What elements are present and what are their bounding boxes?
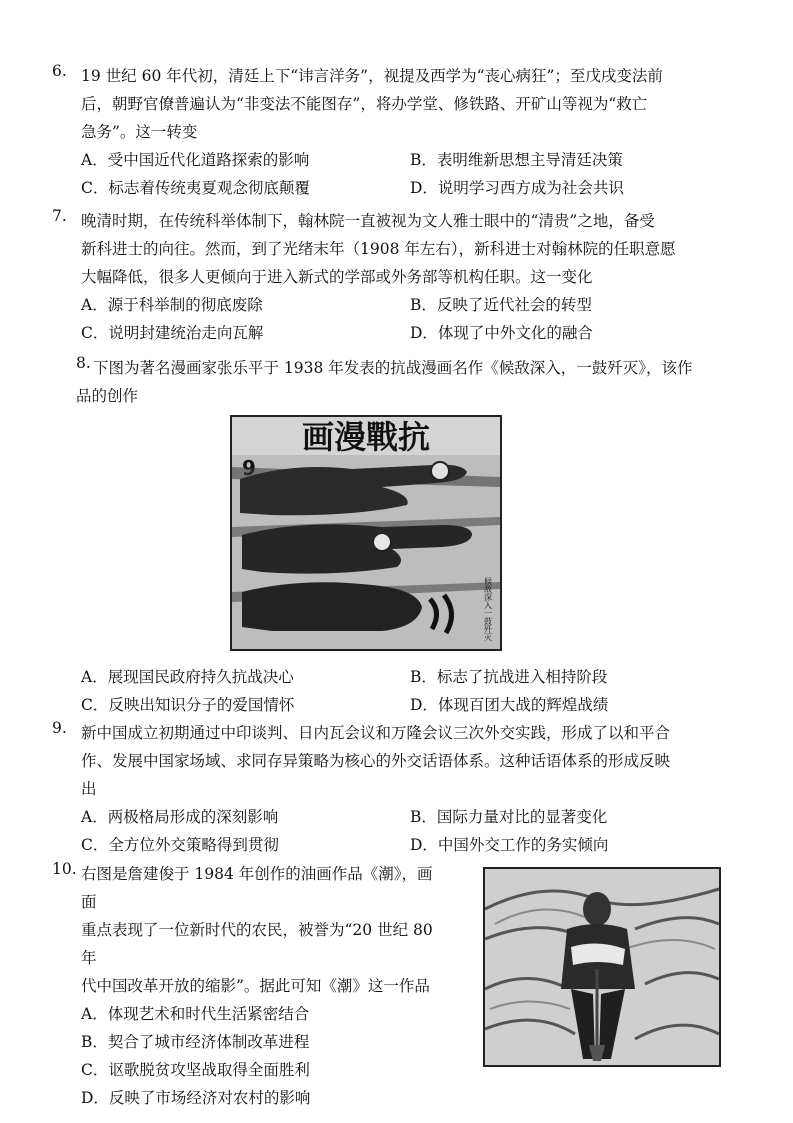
- masthead-text: 画漫戰抗: [301, 418, 431, 456]
- stem-line: 新科进士的向往。然而，到了光绪末年（1908 年左右），新科进士对翰林院的任职意愿: [81, 240, 676, 258]
- question-number: 6.: [52, 62, 67, 80]
- stem-line: 下图为著名漫画家张乐平于 1938 年发表的抗战漫画名作《候敌深入，一鼓歼灭》，该作: [93, 359, 693, 377]
- question-7: [52, 207, 722, 347]
- option-d: D．反映了市场经济对农村的影响: [81, 1089, 311, 1107]
- painting-image: [485, 869, 719, 1065]
- question-number: 7.: [52, 207, 67, 225]
- stem-line: 出: [81, 780, 97, 798]
- stem-line: 后，朝野官僚普遍认为“非变法不能图存”，将办学堂、修铁路、开矿山等视为“救亡: [81, 95, 648, 113]
- option-c: C．反映出知识分子的爱国情怀: [81, 696, 295, 714]
- question-stem: [81, 62, 722, 146]
- options: [81, 146, 722, 202]
- option-a: A．源于科举制的彻底废除: [81, 296, 263, 314]
- stem-line: 代中国改革开放的缩影”。据此可知《潮》这一作品: [81, 977, 430, 995]
- option-a: A．受中国近代化道路探索的影响: [81, 151, 310, 169]
- question-8: [52, 354, 722, 410]
- question-stem: [81, 207, 722, 291]
- options: [81, 663, 722, 719]
- option-b: B．契合了城市经济体制改革进程: [81, 1033, 310, 1051]
- cartoon-image: [232, 417, 500, 649]
- option-d: D．体现百团大战的辉煌战绩: [410, 696, 609, 714]
- option-b: B．表明维新思想主导清廷决策: [410, 151, 623, 169]
- stem-line: 重点表现了一位新时代的农民，被誉为“20 世纪 80 年: [81, 921, 433, 967]
- option-b: B．标志了抗战进入相持阶段: [410, 668, 608, 686]
- question-8-options: [52, 663, 722, 719]
- option-b: B．反映了近代社会的转型: [410, 296, 592, 314]
- option-d: D．体现了中外文化的融合: [410, 324, 593, 342]
- option-a: A．体现艺术和时代生活紧密结合: [81, 1005, 310, 1023]
- question-stem: [81, 719, 722, 803]
- option-d: D．说明学习西方成为社会共识: [410, 179, 624, 197]
- option-c: C．标志着传统夷夏观念彻底颠覆: [81, 179, 310, 197]
- stem-line: 19 世纪 60 年代初，清廷上下“讳言洋务”，视提及西学为“丧心病狂”；至戊戌变法前: [81, 67, 663, 85]
- option-c: C．讴歌脱贫攻坚战取得全面胜利: [81, 1061, 310, 1079]
- option-a: A．展现国民政府持久抗战决心: [81, 668, 294, 686]
- option-c: C．说明封建统治走向瓦解: [81, 324, 264, 342]
- stem-line: 作、发展中国家场域、求同存异策略为核心的外交话语体系。这种话语体系的形成反映: [81, 752, 671, 770]
- stem-line: 右图是詹建俊于 1984 年创作的油画作品《潮》，画面: [81, 865, 433, 911]
- question-number: 10.: [52, 860, 77, 878]
- question-number: 9.: [52, 719, 67, 737]
- painting-figure: [483, 867, 721, 1067]
- options: [81, 291, 722, 347]
- question-number: 8.: [76, 354, 91, 372]
- side-caption: 候敌深入一鼓歼灭: [483, 577, 493, 641]
- question-9: [52, 719, 722, 859]
- question-stem: [81, 860, 446, 1000]
- option-d: D．中国外交工作的务实倾向: [410, 836, 609, 854]
- stem-line: 新中国成立初期通过中印谈判、日内瓦会议和万隆会议三次外交实践，形成了以和平合: [81, 724, 671, 742]
- options: [81, 803, 722, 859]
- stem-line: 品的创作: [76, 387, 139, 405]
- stem-line: 急务”。这一转变: [81, 123, 198, 141]
- stem-line: 晚清时期，在传统科举体制下，翰林院一直被视为文人雅士眼中的“清贵”之地，备受: [81, 212, 655, 230]
- question-6: [52, 62, 722, 202]
- option-a: A．两极格局形成的深刻影响: [81, 808, 279, 826]
- question-stem: [76, 354, 722, 410]
- option-b: B．国际力量对比的显著变化: [410, 808, 608, 826]
- cartoon-figure: [230, 415, 502, 651]
- option-c: C．全方位外交策略得到贯彻: [81, 836, 279, 854]
- stem-line: 大幅降低，很多人更倾向于进入新式的学部或外务部等机构任职。这一变化: [81, 268, 593, 286]
